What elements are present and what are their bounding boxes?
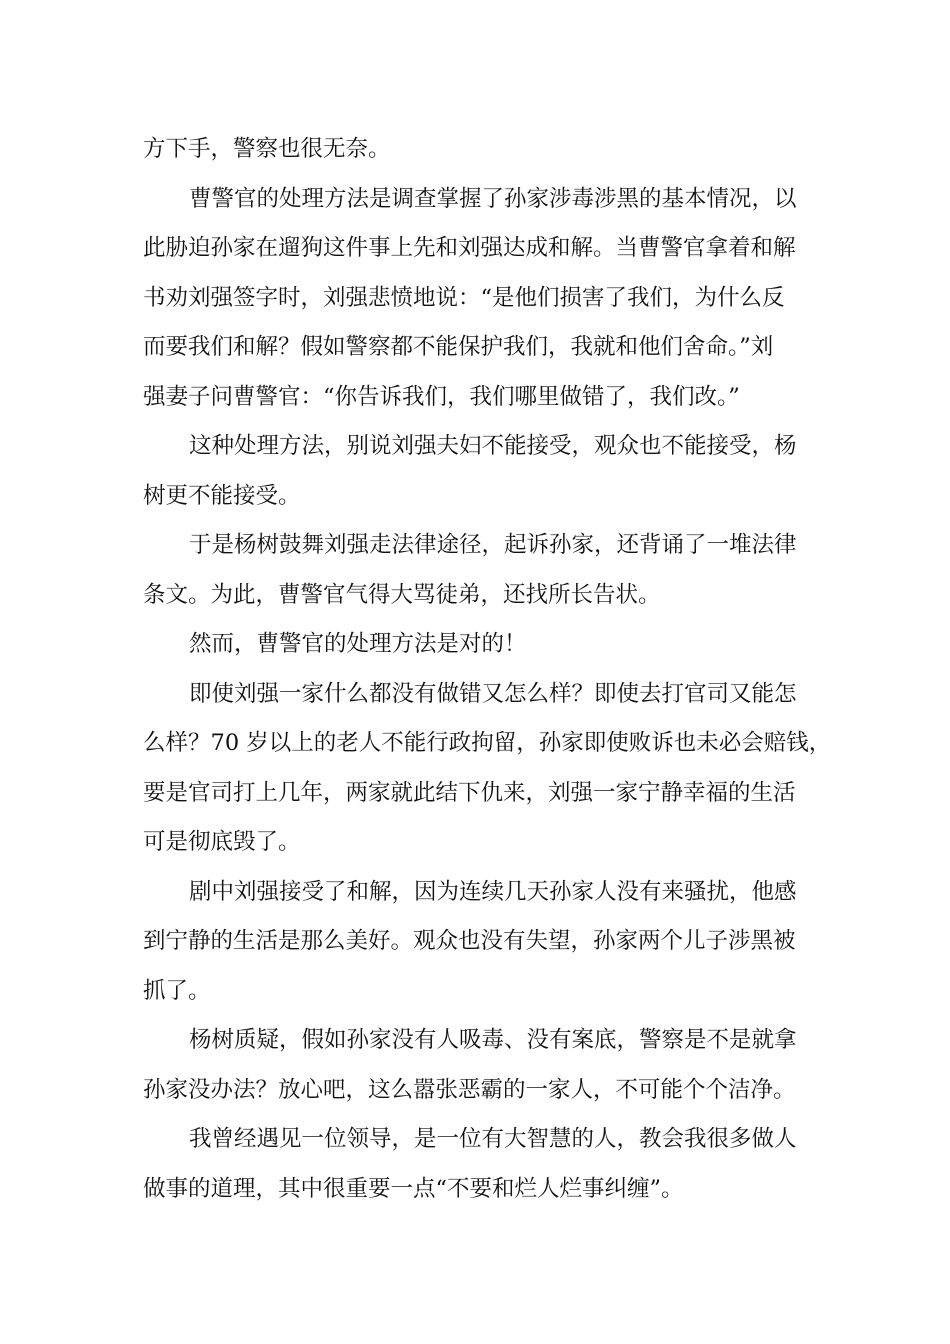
body-text <box>143 125 832 1214</box>
text-line: 这种处理方法，别说刘强夫妇不能接受，观众也不能接受，杨 <box>189 433 797 459</box>
text-line: 杨树质疑，假如孙家没有人吸毒、没有案底，警察是不是就拿 <box>189 1027 797 1053</box>
text-line: 条文。为此，曹警官气得大骂徒弟，还找所长告状。 <box>143 581 661 608</box>
text-line: 强妻子问曹警官：“你告诉我们，我们哪里做错了，我们改。” <box>143 383 740 410</box>
text-line: 即使刘强一家什么都没有做错又怎么样？即使去打官司又能怎 <box>189 680 797 707</box>
text-line: 我曾经遇见一位领导，是一位有大智慧的人，教会我很多做人 <box>189 1126 797 1152</box>
text-line: 方下手，警察也很无奈。 <box>143 136 391 162</box>
text-line: 抓了。 <box>143 977 211 1004</box>
text-line: 做事的道理，其中很重要一点“不要和烂人烂事纠缠”。 <box>143 1175 684 1202</box>
text-line: 此胁迫孙家在遛狗这件事上先和刘强达成和解。当曹警官拿着和解 <box>143 235 796 261</box>
text-line: 么样？70 岁以上的老人不能行政拘留，孙家即使败诉也未必会赔钱， <box>143 730 832 756</box>
text-line: 然而，曹警官的处理方法是对的！ <box>189 631 527 657</box>
text-line: 树更不能接受。 <box>143 482 301 509</box>
text-line: 于是杨树鼓舞刘强走法律途径，起诉孙家，还背诵了一堆法律 <box>189 532 797 558</box>
text-line: 到宁静的生活是那么美好。观众也没有失望，孙家两个儿子涉黑被 <box>143 928 796 954</box>
text-line: 剧中刘强接受了和解，因为连续几天孙家人没有来骚扰，他感 <box>189 878 797 905</box>
text-line: 曹警官的处理方法是调查掌握了孙家涉毒涉黑的基本情况，以 <box>189 185 797 212</box>
text-line: 孙家没办法？放心吧，这么嚣张恶霸的一家人，不可能个个洁净。 <box>143 1076 796 1103</box>
text-line: 书劝刘强签字时，刘强悲愤地说：“是他们损害了我们，为什么反 <box>143 284 785 311</box>
text-line: 可是彻底毁了。 <box>143 829 301 855</box>
text-line: 而要我们和解？假如警察都不能保护我们，我就和他们舍命。”刘 <box>143 334 774 360</box>
text-line: 要是官司打上几年，两家就此结下仇来，刘强一家宁静幸福的生活 <box>143 779 796 806</box>
